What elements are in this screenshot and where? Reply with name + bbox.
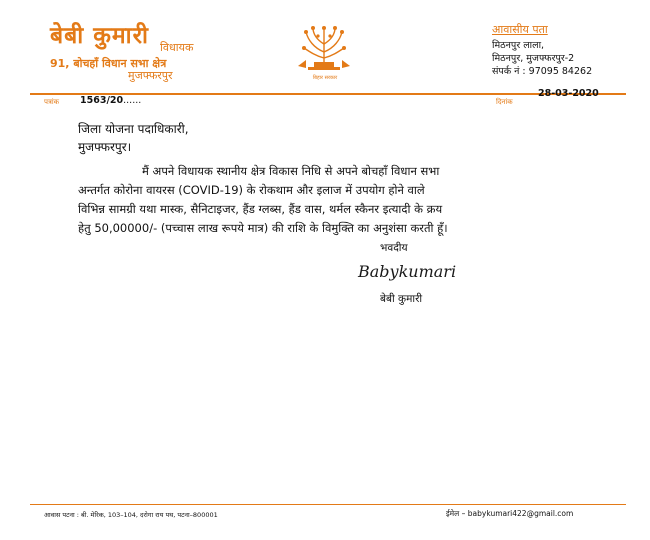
constituency: 91, बोचहाँ विधान सभा क्षेत्र (50, 57, 167, 70)
designation: विधायक (160, 41, 194, 54)
bihar-emblem-icon (292, 22, 356, 82)
body-line-2: अन्तर्गत कोरोना वायरस (COVID-19) के रोकथाम और इलाज में उपयोग होने वाले (78, 183, 425, 197)
residence-line-3: संपर्क नं : 97095 84262 (492, 66, 593, 77)
signature-text: Babykumari (358, 262, 457, 281)
body-line-1: मैं अपने विधायक स्थानीय क्षेत्र विकास निधि से अपने बोचहाँ विधान सभा (142, 164, 440, 178)
reference-label: पत्रांक (44, 98, 60, 106)
letter-date: 28-03-2020 (538, 88, 599, 99)
residence-line-1: मिठनपुर लाला, (492, 40, 545, 51)
residence-heading: आवासीय पता (492, 23, 548, 36)
closing-salutation: भवदीय (380, 242, 408, 254)
signature (356, 258, 492, 284)
footer-email: ईमेल – babykumari422@gmail.com (446, 509, 574, 518)
body-line-3: विभिन्न सामग्री यथा मास्क, सैनिटाइजर, हैंड ग्लब्स, हैंड वास, थर्मल स्कैनर इत्यादी के क्रय (78, 202, 443, 216)
emblem-caption: बिहार सरकार (312, 75, 338, 81)
footer-address: आवास पटना : बी. मेरिक, 103–104, दरोगा राय पथ, पटना–800001 (44, 511, 218, 519)
recipient-line-1: जिला योजना पदाधिकारी, (78, 122, 189, 136)
recipient-line-2: मुजफ्फरपुर। (78, 140, 132, 154)
date-label: दिनांक (496, 98, 513, 106)
residence-line-2: मिठनपुर, मुजफ्फरपुर-2 (492, 53, 575, 64)
mla-name: बेबी कुमारी (50, 23, 149, 49)
footer-divider (30, 504, 626, 505)
district: मुजफ्फरपुर (128, 69, 173, 82)
reference-number: 1563/20...... (80, 95, 142, 106)
signer-name: बेबी कुमारी (380, 293, 423, 305)
body-line-4: हेतु 50,00000/- (पच्चास लाख रूपये मात्र) की राशि के विमुक्ति का अनुशंसा करती हूँ। (78, 221, 448, 235)
